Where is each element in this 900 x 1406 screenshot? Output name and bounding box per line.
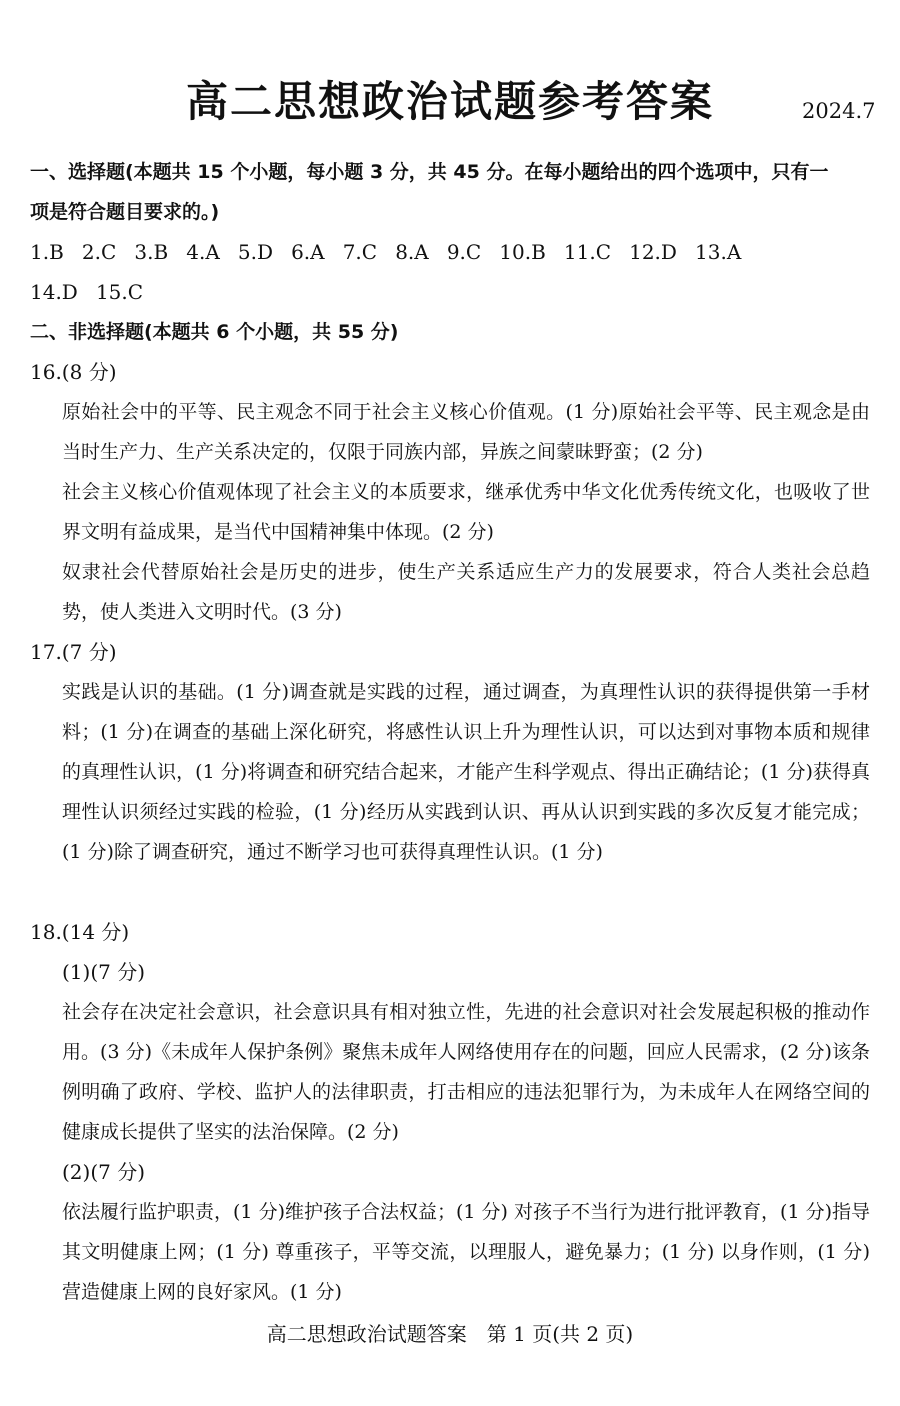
q16-paragraph-3: 奴隶社会代替原始社会是历史的进步，使生产关系适应生产力的发展要求，符合人类社会总趋势，使人类进入文明时代。(3 分) [62, 561, 870, 623]
q18-sub2-paragraph: 依法履行监护职责，(1 分)维护孩子合法权益；(1 分) 对孩子不当行为进行批评教育，(1 分)指导其文明健康上网；(1 分) 尊重孩子，平等交流，以理服人，避免暴力；(1 分) 以身作则，(1 分)营造健康上网的良好家风。(1 分) [62, 1201, 870, 1303]
choice-answer: 14.D [30, 280, 78, 304]
choice-answer: 6.A [291, 240, 325, 264]
choice-answer: 3.B [134, 240, 169, 264]
page-footer: 高二思想政治试题答案 第 1 页(共 2 页) [266, 1322, 634, 1346]
q18-sub1-paragraph: 社会存在决定社会意识，社会意识具有相对独立性，先进的社会意识对社会发展起积极的推动作用。(3 分)《未成年人保护条例》聚焦未成年人网络使用存在的问题，回应人民需求，(2 分)该条例明确了政府、学校、监护人的法律职责，打击相应的违法犯罪行为，为未成年人在网络空间的健康成长提供了坚实的法治保障。(2 分) [62, 1001, 870, 1143]
q18-sub1-label: (1)(7 分) [62, 960, 146, 984]
choice-answers-row2 [30, 272, 156, 312]
choice-answer: 2.C [81, 240, 117, 264]
choice-answers-row1 [30, 232, 875, 272]
choice-answer: 10.B [499, 240, 546, 264]
q16-paragraph-2: 社会主义核心价值观体现了社会主义的本质要求，继承优秀中华文化优秀传统文化，也吸收了世界文明有益成果，是当代中国精神集中体现。(2 分) [62, 481, 870, 543]
choice-answer: 1.B [30, 240, 64, 264]
q17-paragraph: 实践是认识的基础。(1 分)调查就是实践的过程，通过调查，为真理性认识的获得提供第一手材料；(1 分)在调查的基础上深化研究，将感性认识上升为理性认识，可以达到对事物本质和规律的真理性认识，(1 分)将调查和研究结合起来，才能产生科学观点、得出正确结论；(1 分)获得真理性认识须经过实践的检验，(1 分)经历从实践到认识、再从认识到实践的多次反复才能完成；(1 分)除了调查研究，通过不断学习也可获得真理性认识。(1 分) [62, 681, 870, 863]
choice-answer: 15.C [95, 280, 144, 304]
exam-date: 2024.7 [802, 99, 876, 123]
q17-label: 17.(7 分) [30, 640, 117, 664]
q18-sub2-label: (2)(7 分) [62, 1160, 146, 1184]
section2-heading: 二、非选择题(本题共 6 个小题，共 55 分) [30, 321, 399, 343]
page-title: 高二思想政治试题参考答案 [185, 77, 714, 126]
choice-answer: 5.D [237, 240, 273, 264]
choice-answer: 12.D [629, 240, 677, 264]
choice-answer: 7.C [342, 240, 378, 264]
section1-heading-line2: 项是符合题目要求的。) [30, 201, 220, 223]
section1-heading-line1: 一、选择题(本题共 15 个小题，每小题 3 分，共 45 分。在每小题给出的四个选项中，只有一 [30, 161, 829, 183]
choice-answer: 11.C [563, 240, 612, 264]
choice-answer: 8.A [395, 240, 429, 264]
q16-paragraph-1: 原始社会中的平等、民主观念不同于社会主义核心价值观。(1 分)原始社会平等、民主观念是由当时生产力、生产关系决定的，仅限于同族内部，异族之间蒙昧野蛮；(2 分) [62, 401, 870, 463]
choice-answer: 13.A [695, 240, 742, 264]
choice-answer: 4.A [186, 240, 220, 264]
choice-answer: 9.C [446, 240, 482, 264]
q16-label: 16.(8 分) [30, 360, 117, 384]
q18-label: 18.(14 分) [30, 920, 130, 944]
